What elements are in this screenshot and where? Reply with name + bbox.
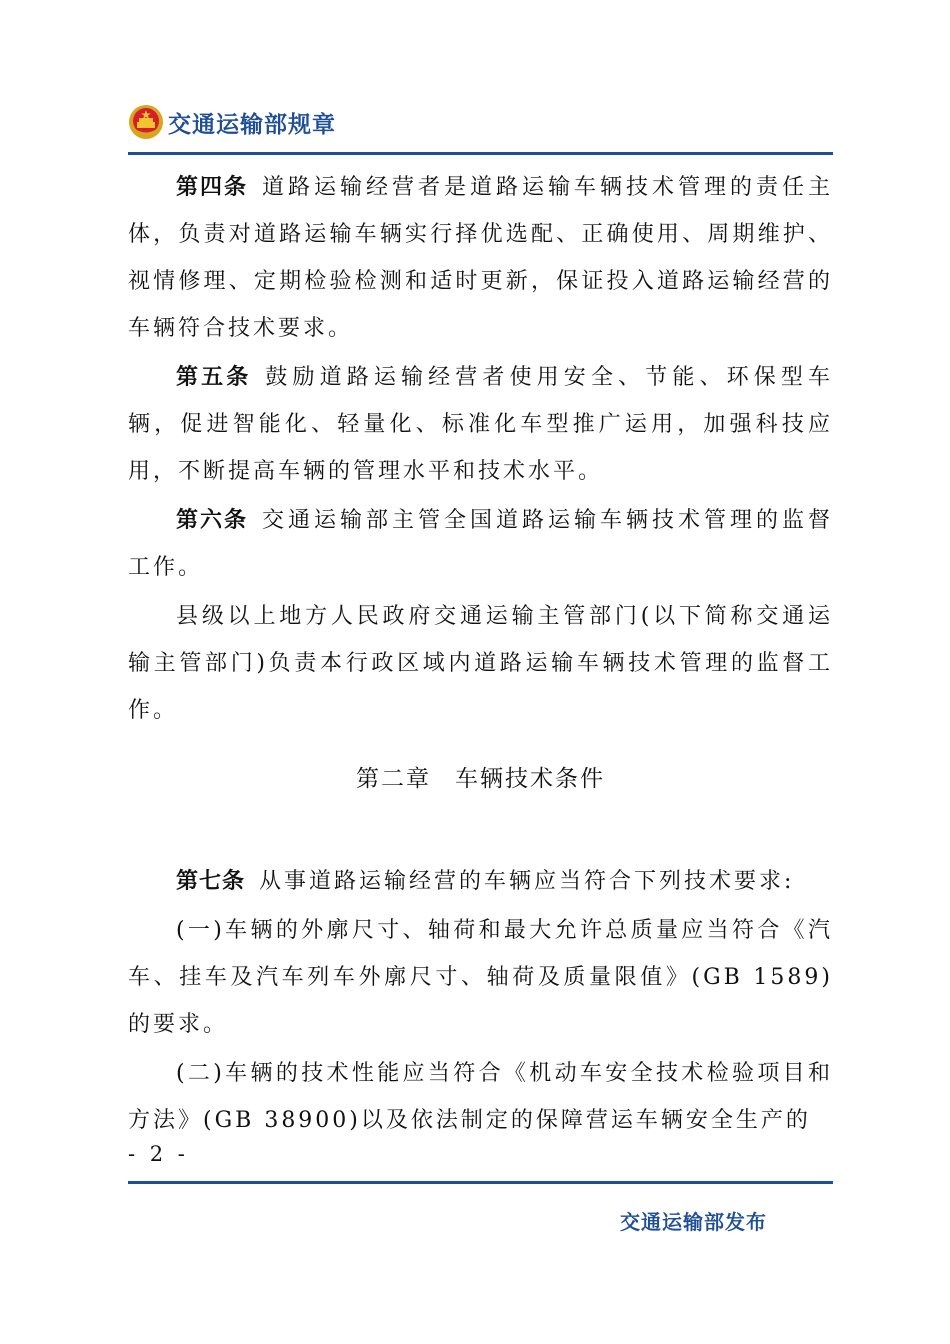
footer-divider bbox=[128, 1181, 833, 1184]
header-title: 交通运输部规章 bbox=[168, 112, 336, 138]
article-6-paragraph-2 bbox=[128, 593, 833, 734]
article-label: 第六条 bbox=[176, 508, 248, 533]
article-text: 鼓励道路运输经营者使用安全、节能、环保型车辆，促进智能化、轻量化、标准化车型推广运用，加强科技应用，不断提高车辆的管理水平和技术水平。 bbox=[128, 365, 833, 484]
article-text: 道路运输经营者是道路运输车辆技术管理的责任主体，负责对道路运输车辆实行择优选配、正确使用、周期维护、视情修理、定期检验检测和适时更新，保证投入道路运输经营的车辆符合技术要求。 bbox=[128, 175, 833, 341]
article-7-item-1 bbox=[128, 907, 833, 1048]
article-7-item-2 bbox=[128, 1050, 833, 1144]
article-5 bbox=[128, 354, 833, 495]
article-text: 县级以上地方人民政府交通运输主管部门(以下简称交通运输主管部门)负责本行政区域内道路运输车辆技术管理的监督工作。 bbox=[128, 604, 833, 723]
chapter-name: 车辆技术条件 bbox=[455, 766, 605, 792]
national-emblem-icon bbox=[128, 104, 164, 140]
article-text: 从事道路运输经营的车辆应当符合下列技术要求: bbox=[259, 869, 795, 894]
chapter-heading bbox=[128, 760, 833, 793]
article-text: (一)车辆的外廓尺寸、轴荷和最大允许总质量应当符合《汽车、挂车及汽车列车外廓尺寸、轴荷及质量限值》(GB 1589)的要求。 bbox=[128, 918, 833, 1037]
article-label: 第七条 bbox=[176, 869, 246, 894]
document-body-2 bbox=[128, 858, 833, 1146]
chapter-number: 第二章 bbox=[356, 766, 431, 792]
page-number: - 2 - bbox=[128, 1142, 189, 1166]
footer-publisher: 交通运输部发布 bbox=[620, 1210, 767, 1234]
article-text: (二)车辆的技术性能应当符合《机动车安全技术检验项目和方法》(GB 38900)以及依法制定的保障营运车辆安全生产的 bbox=[128, 1061, 833, 1133]
document-body bbox=[128, 164, 833, 736]
article-7 bbox=[128, 858, 833, 905]
article-text: 交通运输部主管全国道路运输车辆技术管理的监督工作。 bbox=[128, 508, 833, 580]
article-label: 第四条 bbox=[176, 175, 248, 200]
article-label: 第五条 bbox=[176, 365, 252, 390]
article-4 bbox=[128, 164, 833, 352]
article-6 bbox=[128, 497, 833, 591]
page-header bbox=[128, 100, 833, 158]
header-divider bbox=[128, 152, 833, 155]
